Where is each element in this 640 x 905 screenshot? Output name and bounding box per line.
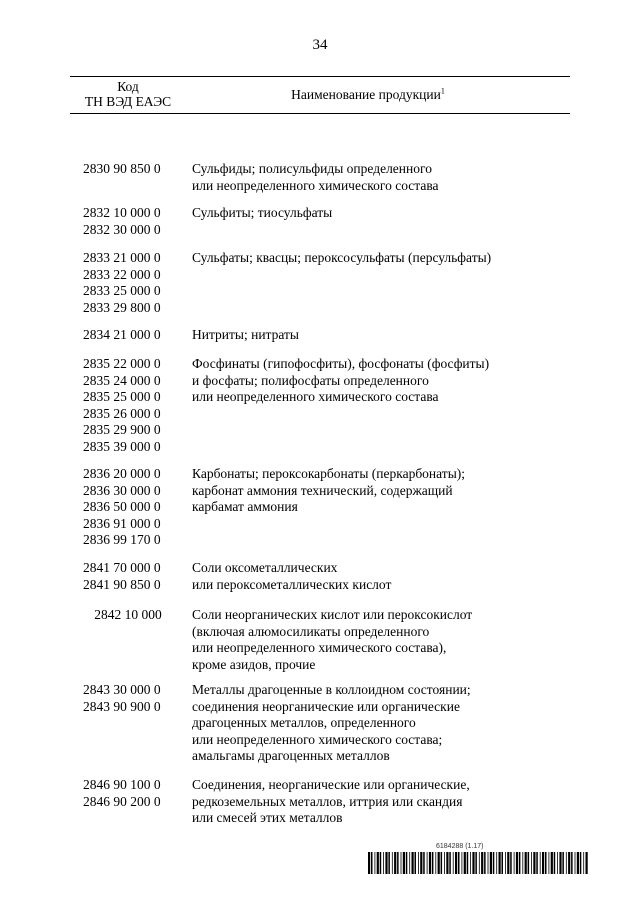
product-name-line: Сульфиты; тиосульфаты xyxy=(192,205,333,220)
document-id: 6184288 (1.17) xyxy=(436,843,484,850)
product-name-line: Металлы драгоценные в коллоидном состоянии; xyxy=(192,682,471,697)
tn-ved-code: 2833 21 000 0 xyxy=(83,250,161,265)
tn-ved-code: 2843 90 900 0 xyxy=(83,698,161,714)
product-name-line: амальгамы драгоценных металлов xyxy=(192,748,390,763)
table-header xyxy=(70,76,570,114)
table-row xyxy=(70,777,570,827)
product-name-line: соединения неорганические или органические xyxy=(192,698,460,714)
table-row xyxy=(70,250,570,316)
product-name-line: Сульфаты; квасцы; пероксосульфаты (персульфаты) xyxy=(192,250,492,265)
table-row xyxy=(70,607,570,673)
product-name-line: или неопределенного химического состава xyxy=(192,177,439,193)
product-name-line: или неопределенного химического состава; xyxy=(192,731,443,747)
header-code xyxy=(70,77,186,113)
product-name xyxy=(186,777,570,827)
table-row xyxy=(70,161,570,194)
tn-ved-code: 2835 39 000 0 xyxy=(83,438,161,454)
tn-ved-code: 2833 25 000 0 xyxy=(83,283,161,298)
header-name-text: Наименование продукции xyxy=(291,87,441,102)
product-name xyxy=(186,560,570,593)
product-name xyxy=(186,205,570,238)
product-name-line: Карбонаты; пероксокарбонаты (перкарбонаты); xyxy=(192,466,466,481)
tn-ved-code: 2836 30 000 0 xyxy=(83,482,161,498)
table-row xyxy=(70,560,570,593)
product-name-line: драгоценных металлов, определенного xyxy=(192,715,416,730)
product-name-line: карбонат аммония технический, содержащий xyxy=(192,482,453,498)
product-name-line: Сульфиды; полисульфиды определенного xyxy=(192,161,432,176)
tn-ved-code: 2830 90 850 0 xyxy=(83,161,161,176)
product-name-line: Соли неорганических кислот или пероксокислот xyxy=(192,607,473,622)
product-name-line: Фосфинаты (гипофосфиты), фосфонаты (фосфиты) xyxy=(192,356,490,371)
product-name-line: Нитриты; нитраты xyxy=(192,327,299,342)
tn-ved-code: 2836 99 170 0 xyxy=(83,532,161,547)
tn-ved-code: 2832 10 000 0 xyxy=(83,205,161,220)
row-codes xyxy=(70,250,186,316)
page-number: 34 xyxy=(312,37,328,53)
row-codes xyxy=(70,607,186,673)
row-codes xyxy=(70,560,186,593)
tn-ved-code: 2835 29 900 0 xyxy=(83,422,161,437)
products-table xyxy=(70,76,570,825)
footnote-mark: 1 xyxy=(440,86,445,96)
table-row xyxy=(70,466,570,549)
product-name-line: или смесей этих металлов xyxy=(192,810,343,825)
product-name xyxy=(186,466,570,549)
tn-ved-code: 2836 91 000 0 xyxy=(83,515,161,531)
product-name-line: Соединения, неорганические или органические, xyxy=(192,777,470,792)
table-row xyxy=(70,356,570,455)
product-name-line: кроме азидов, прочие xyxy=(192,656,316,672)
product-name-line: карбамат аммония xyxy=(192,499,298,514)
tn-ved-code: 2835 24 000 0 xyxy=(83,372,161,388)
tn-ved-code: 2833 29 800 0 xyxy=(83,299,161,315)
table-row xyxy=(70,205,570,238)
header-code-line1: Код xyxy=(117,79,139,94)
header-name xyxy=(186,77,570,113)
header-code-line2: ТН ВЭД ЕАЭС xyxy=(84,94,172,109)
tn-ved-code: 2843 30 000 0 xyxy=(83,682,161,697)
table-row xyxy=(70,327,570,344)
product-name xyxy=(186,682,570,765)
product-name xyxy=(186,327,570,344)
tn-ved-code: 2842 10 000 xyxy=(94,607,162,622)
tn-ved-code: 2834 21 000 0 xyxy=(83,327,161,342)
tn-ved-code: 2835 22 000 0 xyxy=(83,356,161,371)
row-codes xyxy=(70,466,186,549)
tn-ved-code: 2841 70 000 0 xyxy=(83,560,161,575)
product-name-line: редкоземельных металлов, иттрия или скандия xyxy=(192,793,463,809)
product-name-line: или неопределенного химического состава xyxy=(192,389,439,404)
tn-ved-code: 2832 30 000 0 xyxy=(83,221,161,237)
tn-ved-code: 2835 26 000 0 xyxy=(83,405,161,421)
product-name xyxy=(186,161,570,194)
row-codes xyxy=(70,682,186,765)
row-codes xyxy=(70,205,186,238)
tn-ved-code: 2846 90 200 0 xyxy=(83,793,161,809)
table-row xyxy=(70,682,570,765)
product-name xyxy=(186,356,570,455)
product-name-line: (включая алюмосиликаты определенного xyxy=(192,623,430,639)
tn-ved-code: 2836 20 000 0 xyxy=(83,466,161,481)
row-codes xyxy=(70,161,186,194)
product-name xyxy=(186,250,570,316)
tn-ved-code: 2841 90 850 0 xyxy=(83,576,161,592)
row-codes xyxy=(70,777,186,827)
row-codes xyxy=(70,327,186,344)
tn-ved-code: 2836 50 000 0 xyxy=(83,499,161,514)
tn-ved-code: 2833 22 000 0 xyxy=(83,266,161,282)
product-name-line: или неопределенного химического состава), xyxy=(192,640,447,655)
product-name-line: Соли оксометаллических xyxy=(192,560,338,575)
tn-ved-code: 2835 25 000 0 xyxy=(83,389,161,404)
product-name-line: или пероксометаллических кислот xyxy=(192,576,392,592)
product-name-line: и фосфаты; полифосфаты определенного xyxy=(192,372,429,388)
tn-ved-code: 2846 90 100 0 xyxy=(83,777,161,792)
row-codes xyxy=(70,356,186,455)
barcode-icon xyxy=(368,852,588,874)
product-name xyxy=(186,607,570,673)
